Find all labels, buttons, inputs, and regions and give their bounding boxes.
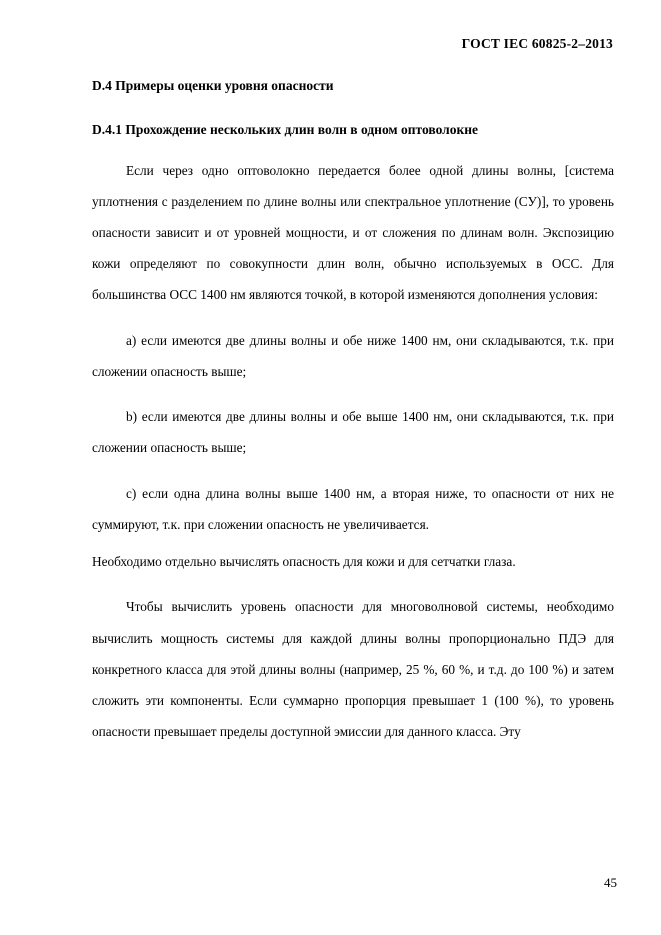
document-header: ГОСТ IEC 60825-2–2013 xyxy=(461,36,613,51)
paragraph: а) если имеются две длины волны и обе ниже 1400 нм, они складываются, т.к. при сложении опасность выше; xyxy=(92,332,614,379)
subsection-title: D.4.1 Прохождение нескольких длин волн в одном оптоволокне xyxy=(92,122,479,138)
section-title: D.4 Примеры оценки уровня опасности xyxy=(92,78,334,93)
document-body xyxy=(92,76,614,747)
paragraph: Необходимо отдельно вычислять опасность для кожи и для сетчатки глаза. xyxy=(92,554,516,570)
page-number: 45 xyxy=(604,875,617,890)
paragraph: b) если имеются две длины волны и обе выше 1400 нм, они складываются, т.к. при сложении опасность выше; xyxy=(92,409,614,456)
paragraph: Чтобы вычислить уровень опасности для многоволновой системы, необходимо вычислить мощность системы для каждой длины волны пропорционально ПДЭ для конкретного класса для этой длины волны (например, 25 %, 60 %, и т.д. до 100 %) и затем сложить эти компоненты. Если суммарно пропорция превышает 1 (100 %), то уровень опасности превышает пределы доступной эмиссии для данного класса. Эту xyxy=(92,599,614,740)
paragraph: с) если одна длина волны выше 1400 нм, а вторая ниже, то опасности от них не суммируют, т.к. при сложении опасность не увеличивается. xyxy=(92,485,614,532)
paragraph: Если через одно оптоволокно передается более одной длины волны, [система уплотнения с разделением по длине волны или спектральное уплотнение (СУ)], то уровень опасности зависит и от уровней мощности, и от сложения по длинам волн. Экспозицию кожи определяют по совокупности длин волн, обычно используемых в ОСС. Для большинства ОСС 1400 нм являются точкой, в которой изменяются дополнения условия: xyxy=(92,162,614,303)
